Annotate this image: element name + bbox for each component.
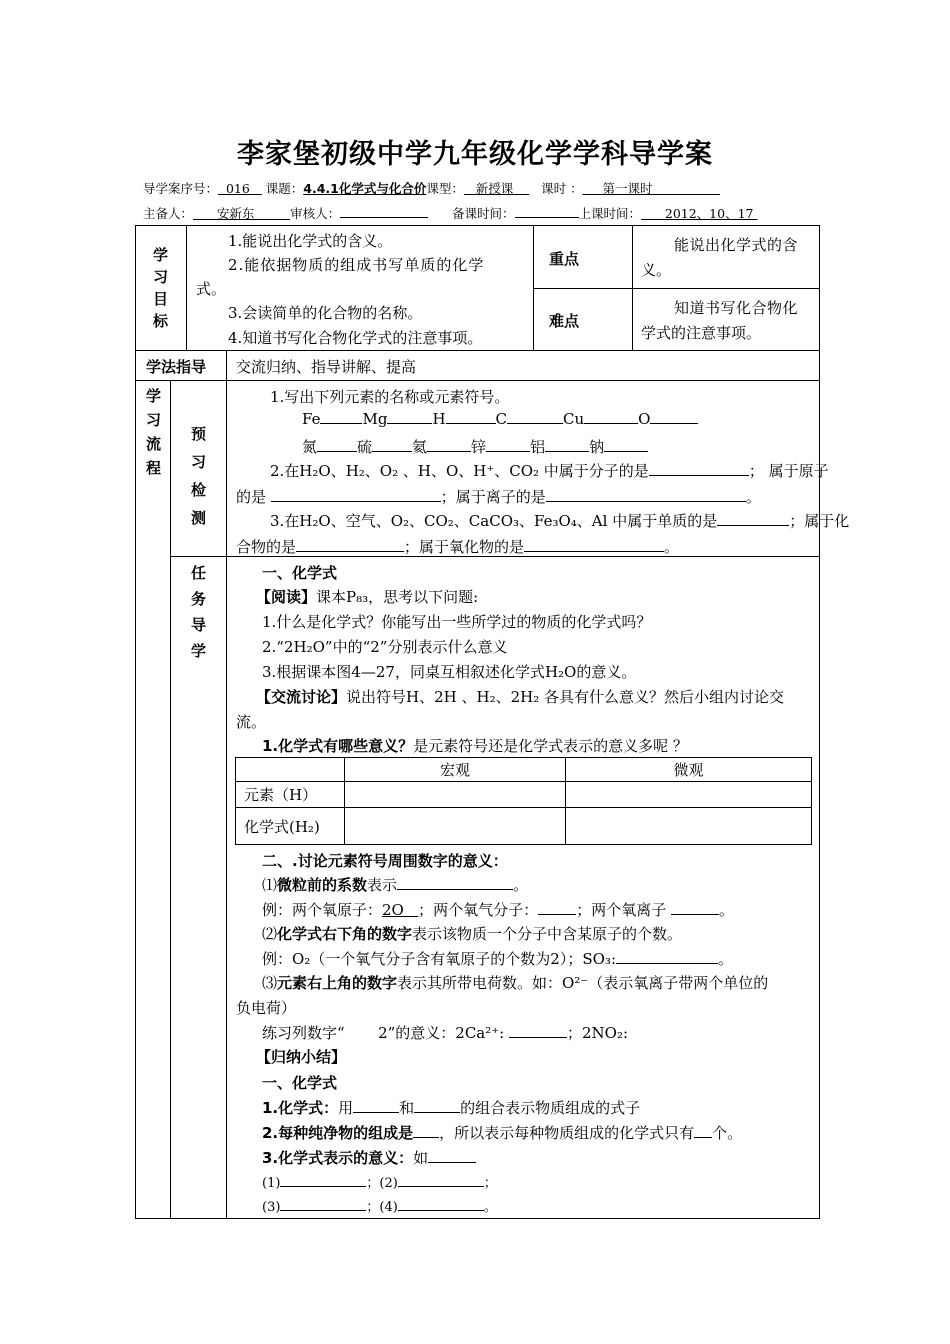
read-q1: 1.什么是化学式？你能写出一些所学过的物质的化学式吗？ — [262, 613, 652, 631]
read-line: 【阅读】课本P₈₃，思考以下问题: — [256, 588, 479, 606]
summary-list-b: (3) ；(4) 。 — [262, 1200, 497, 1215]
preview-label: 预习检测 — [190, 425, 206, 527]
period-value: 第一课时 — [602, 181, 653, 196]
table-header-cell — [236, 758, 345, 782]
point-3-cont: 负电荷） — [236, 999, 297, 1017]
key-point-text-2: 义。 — [641, 261, 672, 279]
task-h2: 二、.讨论元素符号周围数字的意义： — [262, 852, 508, 870]
discuss-line-cont: 流。 — [236, 713, 267, 731]
example-1: 例：两个氧原子：2O ；两个氧气分子： ；两个氧离子 。 — [262, 901, 734, 919]
key-point-text-1: 能说出化学式的含 — [674, 236, 799, 254]
symbol-item: Fe — [302, 410, 321, 428]
goal-item-2: 2.能依据物质的组成书写单质的化学 — [228, 256, 485, 274]
task-h1: 一、化学式 — [262, 564, 338, 582]
symbol-item: C — [495, 410, 508, 428]
practice-line: 练习列数字“ 2”的意义：2Ca²⁺: ；2NO₂: — [262, 1024, 629, 1042]
table-cell — [566, 782, 812, 808]
symbol-item: H — [432, 410, 446, 428]
discuss-line: 【交流讨论】说出符号H、2H 、H₂、2H₂ 各具有什么意义？然后小组内讨论交 — [256, 688, 784, 706]
preview-q2: 2.在H₂O、H₂、O₂ 、H、O、H⁺、CO₂ 中属于分子的是 ； 属于原子 — [270, 462, 829, 480]
name-item: 氦 — [412, 438, 428, 456]
goals-label: 学习目标 — [152, 246, 168, 330]
goal-item-2-cont: 式。 — [196, 280, 227, 298]
table-header-cell: 宏观 — [345, 758, 566, 782]
difficulty-text-2: 学式的注意事项。 — [641, 324, 762, 342]
read-q2: 2.“2H₂O”中的“2”分别表示什么意义 — [262, 638, 508, 656]
symbol-row — [302, 410, 698, 428]
summary-3: 3.化学式表示的意义：如 — [262, 1147, 476, 1168]
period-label: 课时 ： — [541, 181, 583, 196]
topic-value: 4.4.1化学式与化合价 — [303, 181, 427, 196]
class-time-label: 上课时间： — [578, 206, 642, 221]
seq-label: 导学案序号： — [143, 181, 219, 196]
type-value: 新授课 — [475, 181, 514, 196]
summary-tag: 【归纳小结】 — [256, 1048, 347, 1066]
difficulty-text-1: 知道书写化合物化 — [674, 299, 799, 317]
goal-item-1: 1.能说出化学式的含义。 — [228, 232, 393, 250]
symbol-item: Mg — [362, 410, 388, 428]
symbol-item: O — [638, 410, 651, 428]
class-time-value: 2012、10、17 — [664, 206, 754, 221]
point-1: ⑴微粒前的系数表示 。 — [262, 876, 529, 894]
read-q3: 3.根据课本图4—27，同桌互相叙述化学式H₂O的意义。 — [262, 663, 637, 681]
name-item: 锌 — [471, 438, 487, 456]
preview-q2-cont: 的是 ；属于离子的是 。 — [236, 488, 761, 506]
meaning-table — [235, 757, 812, 845]
table-row-label: 化学式(H₂) — [236, 808, 345, 845]
host-value: 安新东 — [216, 206, 255, 221]
method-text: 交流归纳、指导讲解、提高 — [236, 358, 417, 376]
table-cell — [566, 808, 812, 845]
point-3: ⑶元素右上角的数字表示其所带电荷数。如：O²⁻（表示氧离子带两个单位的 — [262, 974, 769, 992]
goal-item-3: 3.会读简单的化合物的名称。 — [228, 304, 423, 322]
summary-list-a: (1) ；(2) ； — [262, 1176, 497, 1191]
meta-line-1 — [143, 179, 720, 197]
type-label: 课型： — [426, 181, 464, 196]
summary-1: 1.化学式：用 和 的组合表示物质组成的式子 — [262, 1099, 641, 1117]
meaning-question: 1.化学式有哪些意义？是元素符号还是化学式表示的意义多呢 ？ — [262, 737, 688, 755]
prep-time-blank — [515, 204, 579, 218]
example-2: 例：O₂（一个氧气分子含有氧原子的个数为2）；SO₃: 。 — [262, 950, 734, 968]
preview-q3-cont: 合物的是 ；属于氧化物的是 。 — [236, 538, 680, 556]
preview-q3: 3.在H₂O、空气、O₂、CO₂、CaCO₃、Fe₃O₄、Al 中属于单质的是 ；属于化 — [270, 512, 850, 530]
name-item: 硫 — [357, 438, 373, 456]
preview-q1: 1.写出下列元素的名称或元素符号。 — [270, 388, 510, 406]
summary-2: 2.每种纯净物的组成是 ，所以表示每种物质组成的化学式只有 个。 — [262, 1124, 743, 1142]
table-header-cell: 微观 — [566, 758, 812, 782]
name-item: 钠 — [589, 438, 605, 456]
goal-item-4: 4.知道书写化合物化学式的注意事项。 — [228, 329, 483, 347]
prep-time-label: 备课时间： — [452, 206, 515, 221]
example-answer: 2O — [382, 901, 404, 919]
host-label: 主备人： — [143, 206, 194, 221]
table-cell — [345, 782, 566, 808]
summary-h1: 一、化学式 — [262, 1074, 338, 1092]
table-row-label: 元素（H） — [236, 782, 345, 808]
process-label: 学习流程 — [145, 387, 161, 477]
topic-label: 课题： — [265, 181, 304, 196]
key-point-label: 重点 — [549, 250, 580, 268]
method-label: 学法指导 — [146, 358, 207, 376]
point-2: ⑵化学式右下角的数字表示该物质一个分子中含某原子的个数。 — [262, 925, 683, 943]
reviewer-blank — [340, 204, 428, 218]
meta-line-2 — [143, 204, 757, 222]
seq-value: 016 — [225, 181, 250, 196]
table-cell — [345, 808, 566, 845]
reviewer-label: 审核人： — [290, 206, 341, 221]
task-label: 任务导学 — [190, 564, 206, 660]
symbol-item: Cu — [563, 410, 585, 428]
page-title: 李家堡初级中学九年级化学学科导学案 — [237, 139, 713, 170]
difficulty-label: 难点 — [549, 312, 580, 330]
name-row — [302, 436, 648, 457]
name-item: 铝 — [530, 438, 546, 456]
name-item: 氮 — [302, 438, 318, 456]
